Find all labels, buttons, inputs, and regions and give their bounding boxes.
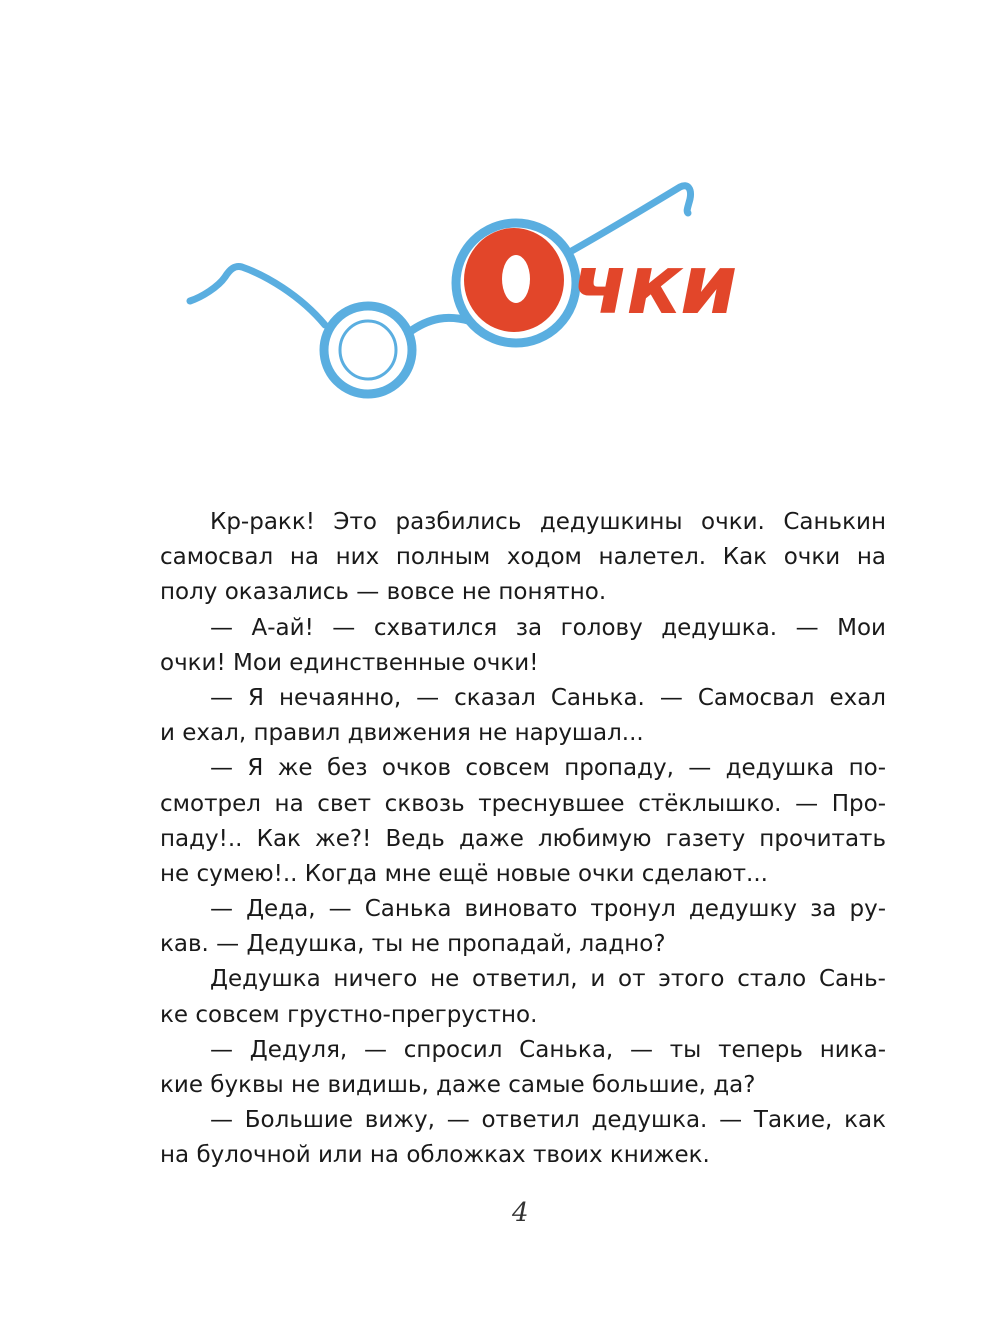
chapter-title-first-letter — [470, 231, 471, 232]
story-line: не сумею!.. Когда мне ещё новые очки сделают... — [160, 860, 768, 887]
chapter-title-illustration — [180, 165, 760, 415]
story-line: кав. — Дедушка, ты не пропадай, ладно? — [160, 931, 666, 958]
story-line: на булочной или на обложках твоих книжек. — [160, 1142, 710, 1169]
story-line: полу оказались — вовсе не понятно. — [160, 579, 607, 606]
story-line: — Дедуля, — спросил Санька, — ты теперь ника- — [210, 1036, 886, 1063]
story-line: ке совсем грустно-прегрустно. — [160, 1001, 538, 1028]
story-line: паду!.. Как же?! Ведь даже любимую газету прочитать — [160, 825, 886, 852]
story-line: — Деда, — Санька виновато тронул дедушку за ру- — [210, 896, 886, 923]
story-line: Дедушка ничего не ответил, и от этого стало Сань- — [210, 966, 886, 993]
chapter-title-rest: чки — [572, 238, 736, 333]
story-line: кие буквы не видишь, даже самые большие, да? — [160, 1072, 756, 1098]
story-line: и ехал, правил движения не нарушал... — [160, 720, 644, 747]
story-text — [160, 505, 886, 1174]
page-number: 4 — [512, 1198, 529, 1228]
story-line: смотрел на свет сквозь треснувшее стёклышко. — Про- — [160, 790, 886, 817]
story-line: — Большие вижу, — ответил дедушка. — Такие, как — [210, 1107, 886, 1134]
story-line: — Я нечаянно, — сказал Санька. — Самосвал ехал — [210, 684, 886, 711]
story-line: самосвал на них полным ходом налетел. Как очки на — [160, 544, 886, 571]
chapter-title — [470, 231, 570, 331]
story-line: очки! Мои единственные очки! — [160, 649, 539, 676]
story-line: — А-ай! — схватился за голову дедушка. — Мои — [210, 614, 886, 641]
story-line: — Я же без очков совсем пропаду, — дедушка по- — [210, 755, 886, 782]
story-line: Кр-ракк! Это разбились дедушкины очки. Санькин — [210, 509, 886, 535]
